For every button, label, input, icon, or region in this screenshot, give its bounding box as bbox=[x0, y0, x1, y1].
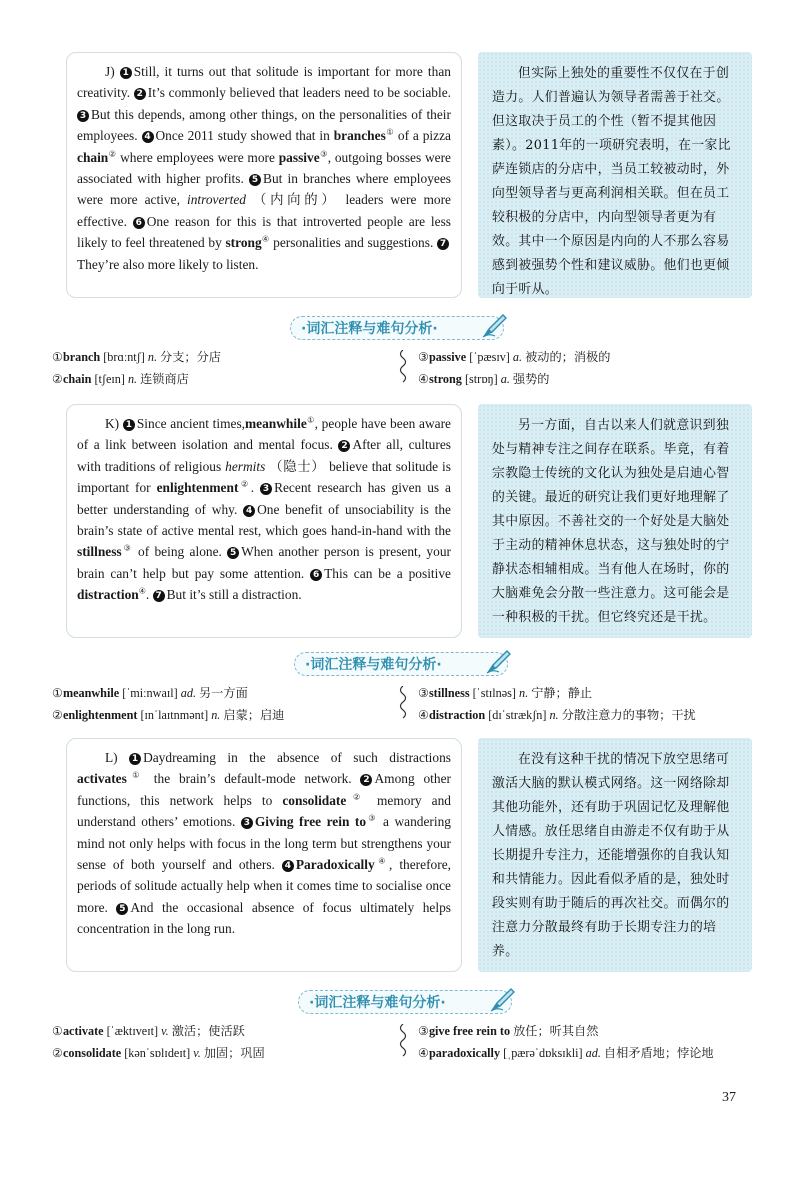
sentence-number-4: 4 bbox=[282, 860, 294, 872]
sentence-number-7: 7 bbox=[153, 590, 165, 602]
sentence: And the occasional absence of focus ultimately helps concentration in the long run. bbox=[77, 899, 451, 937]
vocab-banner: ·词汇注释与难句分析· bbox=[290, 316, 504, 340]
sentence-number-5: 5 bbox=[116, 903, 128, 915]
pen-icon bbox=[481, 311, 509, 339]
sentence-number-3: 3 bbox=[241, 817, 253, 829]
sentence: This can be a positive bbox=[324, 565, 451, 581]
sentence-number-2: 2 bbox=[360, 774, 372, 786]
sentence-number-7: 7 bbox=[437, 238, 449, 250]
sentence-number-4: 4 bbox=[142, 131, 154, 143]
keyword: hermits bbox=[225, 458, 266, 474]
passage-k-chinese: 另一方面，自古以来人们就意识到独处与精神专注之间存在联系。毕竟，有着宗教隐士传统的文化认为独处是启迪心智的关键。最近的研究让我们更好地理解了其中原因。不善社交的一个好处是大脑处于主动的精神休息状态，这与独处时的宁静状态相辅相成。当有他人在场时，你的大脑难免会分散一些注意力。这可能会是一种积极的干扰。但它终究还是干扰。 bbox=[478, 404, 752, 638]
vocab-item: ④paradoxically [ˌpærəˈdɒksɪkli] ad. 自相矛盾地；悖论地 bbox=[418, 1046, 714, 1060]
pen-icon bbox=[489, 985, 517, 1013]
vocab-item: ③give free rein to 放任；听其自然 bbox=[418, 1024, 599, 1038]
vocab-item: ③stillness [ˈstɪlnəs] n. 宁静；静止 bbox=[418, 686, 593, 700]
vocab-banner: ·词汇注释与难句分析· bbox=[294, 652, 508, 676]
sentence-number-4: 4 bbox=[243, 505, 255, 517]
vocab-item: ③passive [ˈpæsɪv] a. 被动的；消极的 bbox=[418, 350, 611, 364]
divider-icon bbox=[397, 1024, 409, 1060]
sentence: But this depends, among other things, on the personalities of their employees. bbox=[77, 106, 451, 144]
sentence: After all, cultures with traditions of religious bbox=[77, 437, 451, 474]
vocab-banner: ·词汇注释与难句分析· bbox=[298, 990, 512, 1014]
divider-icon bbox=[397, 686, 409, 722]
keyword: meanwhile bbox=[245, 416, 307, 431]
sentence: Recent research has given us a better understanding of why. bbox=[77, 480, 451, 517]
sentence-number-3: 3 bbox=[260, 483, 272, 495]
sentence-number-2: 2 bbox=[134, 88, 146, 100]
vocab-item: ①activate [ˈæktɪveɪt] v. 激活；使活跃 bbox=[52, 1024, 245, 1038]
passage-j-english: J) 1 Still, it turns out that solitude is important for more than creativity. 2 It’s commonly believed that leaders need to be sociable. 3 But this depends, among other things, on the personalities of their employees. 4 Once 2011 study showed that in branches① of a pizza chain② where employees were more passive③, outgoing bosses were associated with higher profits. 5 But in branches where employees were more active, introverted （内向的） leaders were more effective. 6 One reason for this is that introverted people are less likely to feel threatened by strong④ personalities and suggestions. 7They’re also more likely to listen. bbox=[66, 52, 462, 298]
keyword: distraction bbox=[77, 587, 139, 603]
sentence: One reason for this is that introverted people are less likely to feel threatened by bbox=[77, 213, 451, 251]
sentence: But in branches where employees were more active, bbox=[77, 171, 451, 208]
passage-k-english: K) 1 Since ancient times,meanwhile①, people have been aware of a link between isolation and mental focus. 2 After all, cultures with traditions of religious hermits （隐士） believe that solitude is important for enlightenment②. 3 Recent research has given us a better understanding of why. 4 One benefit of unsociability is the brain’s state of active mental rest, which goes hand-in-hand with the stillness③ of being alone. 5 When another person is present, your brain can’t help but pay some attention. 6 This can be a positive distraction④. 7 But it’s still a distraction. bbox=[66, 404, 462, 638]
sentence-number-5: 5 bbox=[249, 174, 261, 186]
sentence: Daydreaming in the absence of such distractions bbox=[143, 750, 451, 765]
sentence-number-2: 2 bbox=[338, 440, 350, 452]
keyword: enlightenment bbox=[156, 480, 239, 496]
sentence-number-1: 1 bbox=[129, 753, 141, 765]
keyword: consolidate bbox=[282, 792, 347, 808]
keyword: Giving free rein to bbox=[254, 814, 367, 830]
sentence: Among other functions, this network helps to bbox=[77, 771, 451, 808]
sentence: But it’s still a distraction. bbox=[166, 587, 302, 603]
sentence-number-3: 3 bbox=[77, 110, 89, 122]
keyword: passive bbox=[278, 149, 320, 165]
keyword: branches bbox=[333, 128, 386, 144]
sentence-number-6: 6 bbox=[133, 217, 145, 229]
pen-icon bbox=[485, 647, 513, 675]
keyword: Paradoxically bbox=[295, 857, 375, 873]
keyword: chain bbox=[77, 149, 109, 165]
vocab-item: ④distraction [dɪˈstrækʃn] n. 分散注意力的事物；干扰 bbox=[418, 708, 696, 722]
sentence-number-5: 5 bbox=[227, 547, 239, 559]
vocab-item: ②consolidate [kənˈsɒlɪdeɪt] v. 加固；巩固 bbox=[52, 1046, 265, 1060]
passage-j-chinese: 但实际上独处的重要性不仅仅在于创造力。人们普遍认为领导者需善于社交。但这取决于员工的个性（暂不提其他因素）。2011年的一项研究表明，在一家比萨连锁店的分店中，当员工较被动时，外向型领导者与更高利润相关联。但在员工较积极的分店中，内向型领导者更为有效。其中一个原因是内向的人不那么容易感到被强势个性和建议威胁。他们也更倾向于听从。 bbox=[478, 52, 752, 298]
sentence: When another person is present, your brain can’t help but pay some attention. bbox=[77, 544, 451, 581]
sentence: Since ancient times, bbox=[136, 416, 246, 431]
passage-l-english: L) 1 Daydreaming in the absence of such distractions activates① the brain’s default-mode network. 2 Among other functions, this network helps to consolidate② memory and understand others’ emotions. 3 Giving free rein to③ a wandering mind not only helps with focus in the long term but strengthens your sense of both yourself and others. 4 Paradoxically④, therefore, periods of solitude actually help when it comes time to socialise once more. 5 And the occasional absence of focus ultimately helps concentration in the long run. bbox=[66, 738, 462, 972]
vocab-item: ②enlightenment [ɪnˈlaɪtnmənt] n. 启蒙；启迪 bbox=[52, 708, 285, 722]
vocab-item: ④strong [strɒŋ] a. 强势的 bbox=[418, 372, 550, 386]
passage-l-chinese: 在没有这种干扰的情况下放空思绪可激活大脑的默认模式网络。这一网络除却其他功能外，还有助于巩固记忆及理解他人情感。放任思绪自由游走不仅有助于从长期提升专注力，还能增强你的自我认知和共情能力。因此看似矛盾的是，独处时段实则有助于随后的再次社交。而偶尔的注意力分散最终有助于长期专注力的培养。 bbox=[478, 738, 752, 972]
vocab-item: ②chain [tʃeɪn] n. 连锁商店 bbox=[52, 372, 189, 386]
keyword: stillness bbox=[77, 544, 122, 560]
sentence: They’re also more likely to listen. bbox=[77, 256, 259, 272]
vocab-item: ①meanwhile [ˈmiːnwaɪl] ad. 另一方面 bbox=[52, 686, 248, 700]
keyword: strong bbox=[225, 235, 262, 251]
sentence: It’s commonly believed that leaders need to be sociable. bbox=[147, 85, 451, 101]
sentence: Once 2011 study showed that in bbox=[155, 128, 330, 144]
keyword: introverted bbox=[186, 192, 246, 208]
sentence-number-6: 6 bbox=[310, 569, 322, 581]
sentence: Still, it turns out that solitude is important for more than creativity. bbox=[77, 64, 451, 101]
sentence-number-1: 1 bbox=[123, 419, 135, 431]
keyword: activates bbox=[77, 771, 127, 787]
divider-icon bbox=[397, 350, 409, 386]
sentence-number-1: 1 bbox=[120, 67, 132, 79]
sentence: One benefit of unsociability is the brain’s state of active mental rest, which goes hand-in-hand with the bbox=[77, 501, 451, 539]
vocab-item: ①branch [brɑːntʃ] n. 分支；分店 bbox=[52, 350, 221, 364]
page-number: 37 bbox=[722, 1090, 736, 1105]
